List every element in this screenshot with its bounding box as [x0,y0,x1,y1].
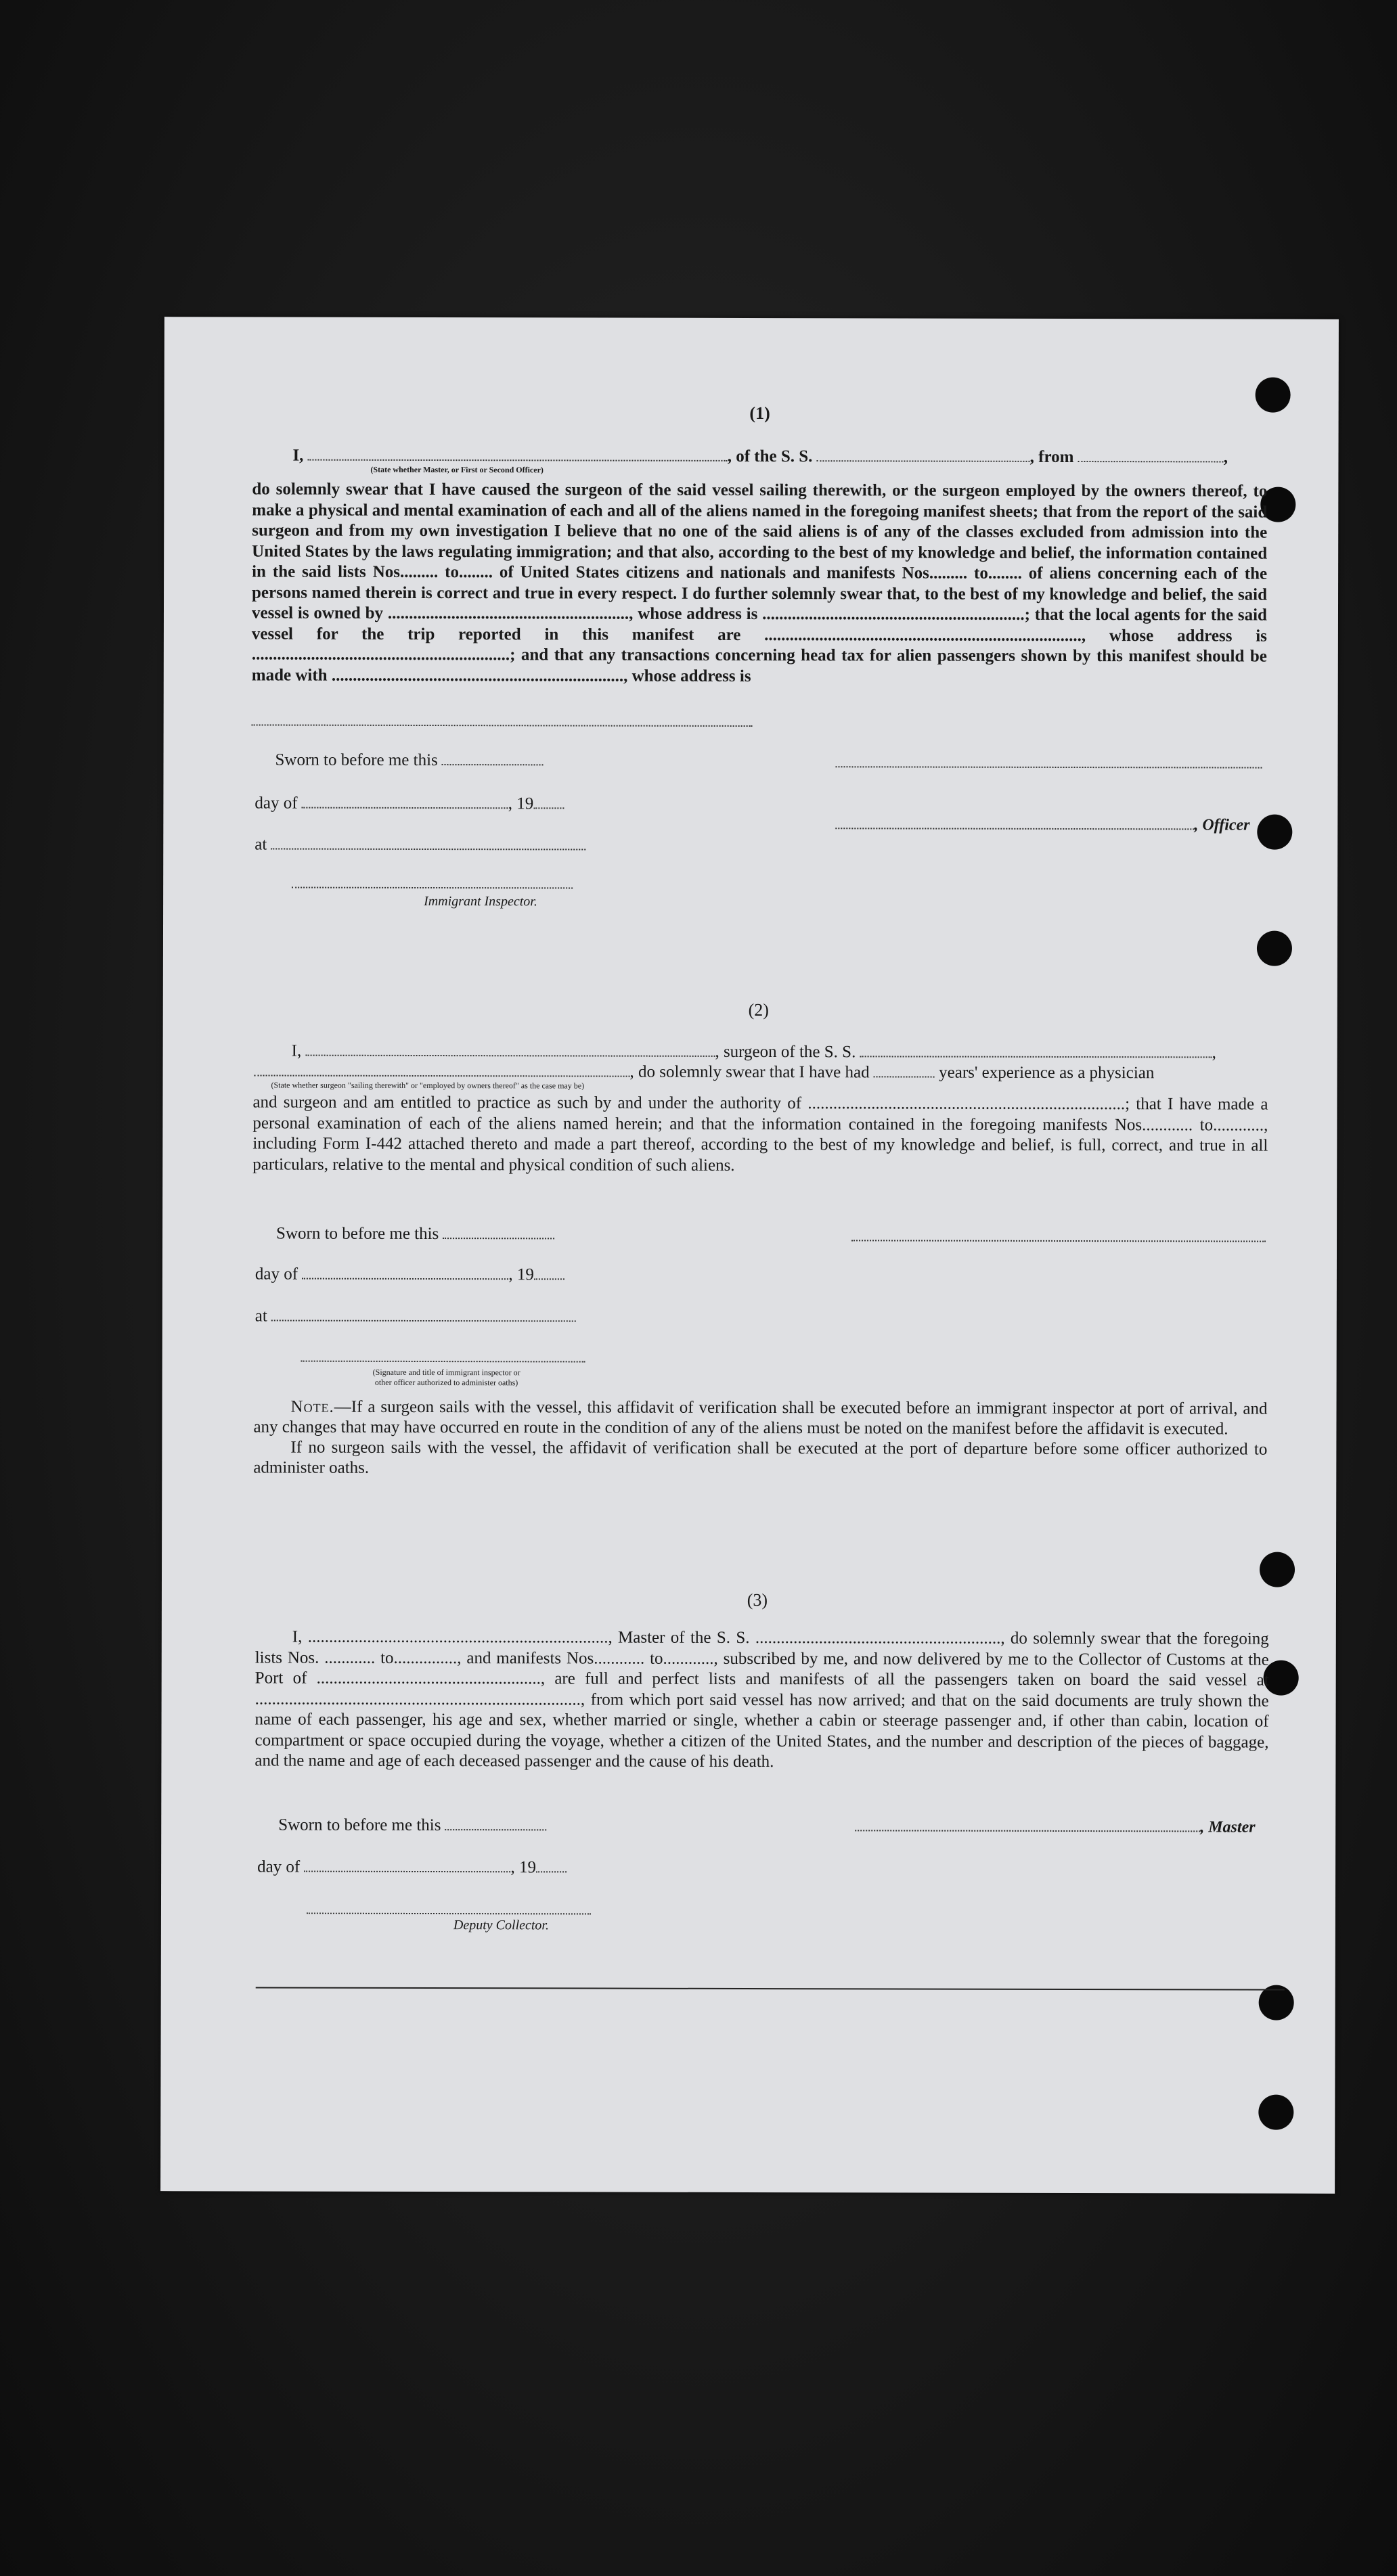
signature-caption: (Signature and title of immigrant inspector or other officer authorized to administer oaths) [372,1367,520,1388]
years-blank[interactable] [874,1062,935,1077]
sworn-date-blank[interactable] [443,1224,555,1239]
section-2-second-line: , do solemnly swear that I have had years' experience as a physician [254,1061,1155,1083]
binder-hole [1257,815,1292,850]
manifest-page [160,317,1339,2194]
master-signature-blank[interactable] [855,1816,1200,1832]
collector-signature-blank[interactable] [307,1912,591,1915]
place-blank[interactable] [271,835,586,851]
officer-signature-blank[interactable] [836,765,1262,768]
surgeon-signature-blank[interactable] [851,1238,1266,1242]
note-label: Note. [290,1397,334,1416]
month-blank[interactable] [302,794,508,809]
title-caption: (State whether Master, or First or Second Officer) [370,464,544,475]
month-blank[interactable] [305,1857,511,1873]
sworn-line: Sworn to before me this [278,1815,547,1836]
year-blank[interactable] [536,1857,567,1872]
section-number: (3) [747,1589,768,1610]
officer-line: , Officer [835,814,1249,835]
sworn-date-blank[interactable] [442,750,544,765]
section-1-first-line: I, , of the S. S. , from , [292,446,1228,467]
surgeon-note: Note.—If a surgeon sails with the vessel, this affidavit of verification shall be executed before an immigrant inspector at port of arrival, and any changes that may have occurred en route in the condition of any of the aliens must be noted on the manifest before the affidavit is executed. If no surgeon sails with the vessel, the affidavit of verification shall be executed at the port of departure before some officer authorized to administer oaths. [253,1397,1268,1477]
section-3-oath-text: I, ......................................................................., Master of the S. S. .........................................................., do solemnly swear that the foregoing lists Nos. ............ to..............., and manifests Nos............ to............, subscribed by me, and now delivered by me to the Collector of Customs at the Port of ....................................................., are full and perfect lists and manifests of all the passengers taken on board the said vessel at ............................................................................., from which port said vessel has now arrived; and that on the said documents are truly shown the name of each passenger, his age and sex, whether married or single, whether a cabin or steerage passenger and, if other than cabin, location of compartment or space occupied during the voyage, whether a citizen of the United States, and the number and description of the pieces of baggage, and the name and age of each deceased passenger and the cause of his death. [254,1627,1269,1771]
vessel-name-blank[interactable] [817,447,1030,462]
section-2-oath-text: and surgeon and am entitled to practice as such by and under the authority of ...........................................................................; that I have made a personal examination of each of the aliens named herein; and that the information contained in the foregoing manifests Nos............ to............, including Form I-442 attached thereto and made a part thereof, according to the best of my knowledge and belief, is full, correct, and true in all particulars, relative to the mental and physical condition of such aliens. [252,1093,1268,1175]
binder-hole [1258,2095,1293,2130]
vessel-name-blank[interactable] [860,1042,1212,1058]
sworn-line: Sworn to before me this [276,1224,555,1245]
bottom-rule [256,1987,1285,1990]
master-line: , Master [855,1816,1255,1837]
year-blank[interactable] [533,794,564,809]
officer-name-blank[interactable] [835,814,1194,830]
surgeon-status-blank[interactable] [254,1061,630,1077]
departure-port-blank[interactable] [1078,447,1224,462]
section-number: (2) [748,999,769,1020]
section-number: (1) [749,403,770,424]
title-blank[interactable] [308,446,728,461]
day-of-line: day of , 19 [254,793,564,814]
continuation-blank[interactable] [252,723,753,727]
month-blank[interactable] [302,1265,508,1280]
inspector-signature-blank[interactable] [292,886,573,889]
binder-hole [1257,931,1292,966]
section-2-first-line: I, , surgeon of the S. S. , [291,1041,1216,1062]
surgeon-name-blank[interactable] [305,1041,715,1057]
inspector-signature-blank[interactable] [301,1359,585,1363]
day-of-line: day of , 19 [255,1264,564,1285]
surgeon-caption: (State whether surgeon "sailing therewith" or "employed by owners thereof" as the case may be) [271,1080,585,1091]
binder-hole [1260,1552,1295,1587]
section-3 [250,1589,1265,1611]
section-1 [252,402,1268,424]
at-line: at [255,1306,576,1327]
deputy-caption: Deputy Collector. [453,1918,550,1933]
section-1-oath-text: do solemnly swear that I have caused the surgeon of the said vessel sailing therewith, or the surgeon employed by the owners thereof, to make a physical and mental examination of each and all of the aliens named in the foregoing manifest sheets; that from the report of the said surgeon and from my own investigation I believe that no one of the said aliens is of any of the classes excluded from admission into the United States by the laws regulating immigration; and that also, according to the best of my knowledge and belief, the information contained in the said lists Nos......... to........ of United States citizens and nationals and manifests Nos......... to........ of aliens concerning each of the persons named therein is correct and true in every respect. I do further solemnly swear that, to the best of my knowledge and belief, the said vessel is owned by ........................................................., whose address is ..............................................................; that the local agents for the said vessel for the trip reported in this manifest are ..........................................................................., whose address is .............................................................; and that any transactions concerning head tax for alien passengers shown by this manifest should be made with ....................................................................., whose address is [251,480,1268,685]
place-blank[interactable] [271,1307,576,1322]
day-of-line: day of , 19 [257,1857,567,1878]
sworn-date-blank[interactable] [445,1815,547,1830]
inspector-caption: Immigrant Inspector. [424,893,537,909]
at-line: at [254,834,585,855]
sworn-line: Sworn to before me this [275,750,544,771]
year-blank[interactable] [534,1265,564,1280]
section-2 [251,999,1266,1021]
